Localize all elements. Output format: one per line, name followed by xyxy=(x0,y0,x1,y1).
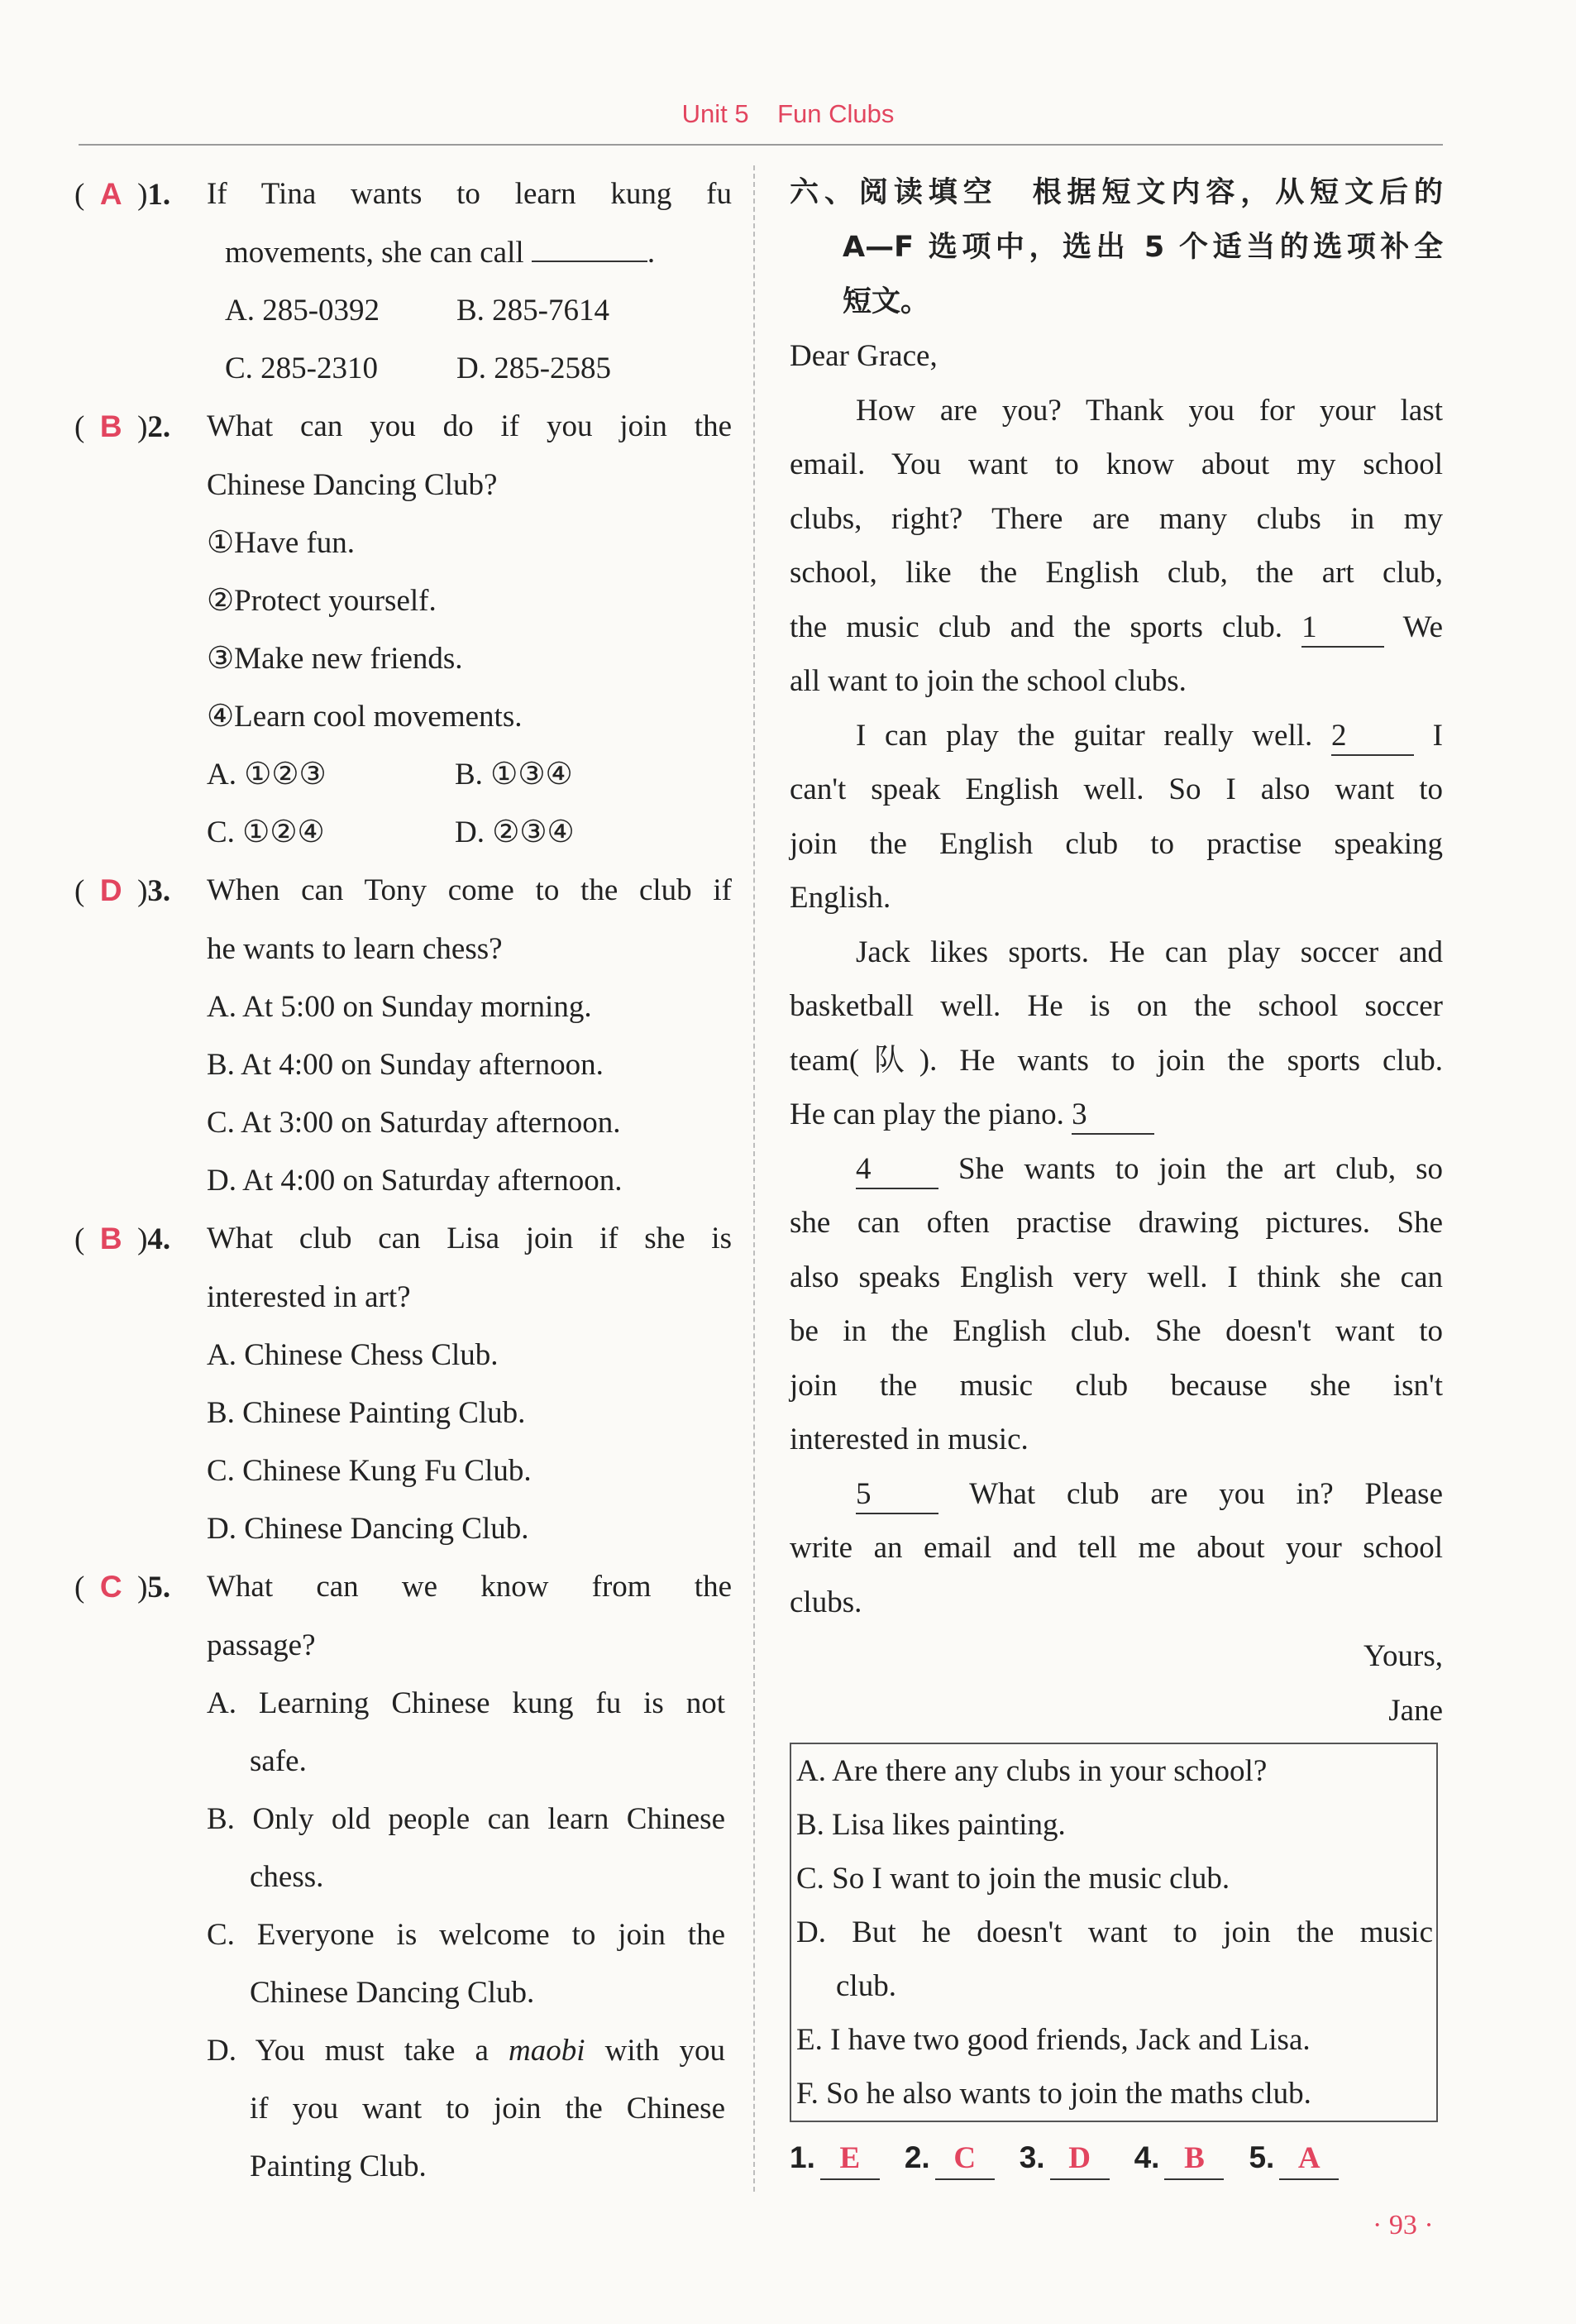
blank-5: 5 xyxy=(856,1476,938,1514)
question-text: interested in art? xyxy=(207,1280,411,1314)
answer-paren: ( D )3. xyxy=(74,873,171,908)
option: D. 285-2585 xyxy=(456,351,612,385)
question-4 xyxy=(74,1210,732,1558)
answer-label: 5. xyxy=(1249,2140,1275,2174)
answer-label: 1. xyxy=(790,2140,815,2174)
text-line xyxy=(790,1088,1443,1142)
option-b: B. Lisa likes painting. xyxy=(796,1808,1066,1842)
option: A. At 5:00 on Sunday morning. xyxy=(207,990,592,1024)
text-line xyxy=(790,709,1443,763)
answer-letter: B xyxy=(99,1222,122,1255)
option: C. Chinese Kung Fu Club. xyxy=(207,1454,532,1488)
option-continued: Chinese Dancing Club. xyxy=(250,1976,535,2010)
question-number: 4. xyxy=(147,1222,171,1256)
blank-1: 1 xyxy=(1301,610,1384,648)
question-number: 1. xyxy=(147,178,171,212)
paragraph-2 xyxy=(790,709,1443,925)
answer-paren: ( A )1. xyxy=(74,177,171,212)
option-text: with you xyxy=(585,2034,725,2068)
option-e: E. I have two good friends, Jack and Lisa. xyxy=(796,2023,1311,2057)
text: We xyxy=(1402,610,1443,644)
text-line: clubs, right? There are many clubs in my xyxy=(790,501,1443,536)
option xyxy=(74,2022,732,2080)
question-2 xyxy=(74,398,732,862)
closing: Yours, xyxy=(1363,1639,1443,1673)
text-line: join the English club to practise speaking xyxy=(790,826,1443,861)
question-3 xyxy=(74,862,732,1210)
option-c: C. So I want to join the music club. xyxy=(796,1862,1230,1896)
option-text: D. You must take a xyxy=(207,2034,509,2068)
option: A. Chinese Chess Club. xyxy=(207,1338,499,1372)
answer-paren: ( B )4. xyxy=(74,1222,171,1256)
option: C. 285-2310 xyxy=(225,351,378,385)
option: D. At 4:00 on Saturday afternoon. xyxy=(207,1164,623,1198)
text: She wants to join the art club, so xyxy=(958,1151,1443,1186)
answer-letter: A xyxy=(99,177,122,211)
options-box xyxy=(790,1743,1438,2122)
answer-item xyxy=(905,2129,995,2188)
text-line: school, like the English club, the art club, xyxy=(790,556,1443,590)
question-text: What can we know from the xyxy=(207,1570,732,1604)
text-line xyxy=(790,1467,1443,1522)
answer-paren: ( C )5. xyxy=(74,1570,171,1604)
answer-item xyxy=(1249,2129,1339,2188)
list-item: ③Make new friends. xyxy=(207,642,463,676)
paragraph-3 xyxy=(790,925,1443,1142)
option: C. At 3:00 on Saturday afternoon. xyxy=(207,1106,621,1140)
section-title: A—F 选项中，选出 5 个适当的选项补全 xyxy=(843,231,1443,264)
answer-value: C xyxy=(935,2139,995,2180)
option: C. Everyone is welcome to join the xyxy=(207,1918,725,1952)
list-item: ①Have fun. xyxy=(207,526,356,560)
text-line: basketball well. He is on the school soccer xyxy=(790,989,1443,1023)
text-line: team(队). He wants to join the sports club. xyxy=(790,1043,1443,1078)
text-line: she can often practise drawing pictures. She xyxy=(790,1206,1443,1240)
text-line xyxy=(790,600,1443,655)
answer-letter: C xyxy=(99,1570,122,1604)
page-header xyxy=(0,99,1576,129)
question-number: 3. xyxy=(147,874,171,908)
question-5 xyxy=(74,1558,732,2196)
blank-2: 2 xyxy=(1331,718,1414,756)
left-column xyxy=(74,165,732,2196)
paragraph-4 xyxy=(790,1142,1443,1467)
text-line: Jack likes sports. He can play soccer and xyxy=(856,935,1443,969)
header-rule xyxy=(79,144,1443,146)
text: What club are you in? Please xyxy=(969,1476,1443,1511)
question-text: passage? xyxy=(207,1628,316,1662)
answer-value: B xyxy=(1164,2139,1224,2180)
text-line xyxy=(790,1142,1443,1197)
text: I can play the guitar really well. xyxy=(856,718,1313,753)
option: B. ①③④ xyxy=(455,758,573,791)
answer-label: 4. xyxy=(1134,2140,1160,2174)
option-continued: Painting Club. xyxy=(250,2149,427,2183)
question-text: What club can Lisa join if she is xyxy=(207,1222,732,1255)
option: B. Only old people can learn Chinese xyxy=(207,1802,725,1836)
blank-4: 4 xyxy=(856,1151,938,1189)
answer-letter: D xyxy=(99,873,122,907)
question-text: What can you do if you join the xyxy=(207,409,732,443)
paragraph-1 xyxy=(790,384,1443,709)
text: the music club and the sports club. xyxy=(790,610,1283,644)
answer-label: 3. xyxy=(1019,2140,1045,2174)
answer-blank xyxy=(532,231,647,262)
question-1: ( A )1. If Tina wants to learn kung fu movements, she can call . A. 285-0392 B. 285-7614 C. 285-2310 D. 285-2585 xyxy=(74,165,732,398)
list-item: ②Protect yourself. xyxy=(207,584,437,618)
option: A. Learning Chinese kung fu is not xyxy=(207,1686,725,1720)
option: B. 285-7614 xyxy=(456,294,609,328)
text-line: interested in music. xyxy=(790,1423,1029,1456)
page-number: · 93 · xyxy=(1373,2210,1434,2240)
option: A. ①②③ xyxy=(207,758,327,791)
option-continued: chess. xyxy=(250,1860,324,1894)
text: He can play the piano. xyxy=(790,1097,1064,1131)
text-line: email. You want to know about my school xyxy=(790,447,1443,481)
question-text: Chinese Dancing Club? xyxy=(207,468,498,502)
question-text: If Tina wants to learn kung fu xyxy=(207,177,732,211)
text-line: clubs. xyxy=(790,1585,862,1619)
text-line: join the music club because she isn't xyxy=(790,1368,1443,1403)
text-line: can't speak English well. So I also want to xyxy=(790,772,1443,806)
answer-value: A xyxy=(1279,2139,1339,2180)
text-line: be in the English club. She doesn't want to xyxy=(790,1314,1443,1348)
text-line: How are you? Thank you for your last xyxy=(856,393,1443,428)
text-line: also speaks English very well. I think she can xyxy=(790,1260,1443,1294)
answer-value: E xyxy=(820,2139,880,2180)
answer-paren: ( B )2. xyxy=(74,409,171,444)
text: I xyxy=(1432,718,1443,753)
option-d: D. But he doesn't want to join the music xyxy=(796,1915,1433,1949)
right-column xyxy=(790,165,1443,2188)
list-item: ④Learn cool movements. xyxy=(207,700,523,734)
column-divider xyxy=(753,165,755,2192)
option-d-continued: club. xyxy=(836,1969,896,2003)
option: D. Chinese Dancing Club. xyxy=(207,1512,529,1546)
answer-row xyxy=(790,2129,1443,2188)
greeting: Dear Grace, xyxy=(790,339,938,373)
question-number: 5. xyxy=(147,1571,171,1604)
option-italic-word: maobi xyxy=(509,2034,585,2068)
option-a: A. Are there any clubs in your school? xyxy=(796,1754,1268,1788)
answer-value: D xyxy=(1050,2139,1110,2180)
blank-3: 3 xyxy=(1072,1097,1154,1135)
text-line: English. xyxy=(790,881,891,915)
signature: Jane xyxy=(1388,1693,1443,1728)
option: C. ①②④ xyxy=(207,815,325,849)
answer-item xyxy=(1134,2129,1225,2188)
option: D. ②③④ xyxy=(455,815,575,849)
text-line: all want to join the school clubs. xyxy=(790,664,1187,698)
header-title: Fun Clubs xyxy=(777,99,895,128)
section-title: 短文。 xyxy=(843,285,930,318)
answer-item xyxy=(1020,2129,1110,2188)
paragraph-5 xyxy=(790,1467,1443,1630)
section-title: 六、阅读填空 根据短文内容，从短文后的 xyxy=(790,176,1443,209)
answer-item xyxy=(790,2129,880,2188)
question-text: When can Tony come to the club if xyxy=(207,873,732,907)
question-text: movements, she can call xyxy=(225,236,524,270)
option-continued: safe. xyxy=(250,1744,307,1778)
option-continued: if you want to join the Chinese xyxy=(250,2092,725,2126)
answer-letter: B xyxy=(99,409,122,443)
text-line: write an email and tell me about your school xyxy=(790,1531,1443,1565)
option: A. 285-0392 xyxy=(225,294,380,328)
question-number: 2. xyxy=(147,410,171,444)
option: B. At 4:00 on Sunday afternoon. xyxy=(207,1048,604,1082)
question-text: he wants to learn chess? xyxy=(207,932,503,966)
option-f: F. So he also wants to join the maths club. xyxy=(796,2077,1311,2111)
option: B. Chinese Painting Club. xyxy=(207,1396,526,1430)
answer-label: 2. xyxy=(904,2140,930,2174)
header-unit: Unit 5 xyxy=(681,99,749,128)
